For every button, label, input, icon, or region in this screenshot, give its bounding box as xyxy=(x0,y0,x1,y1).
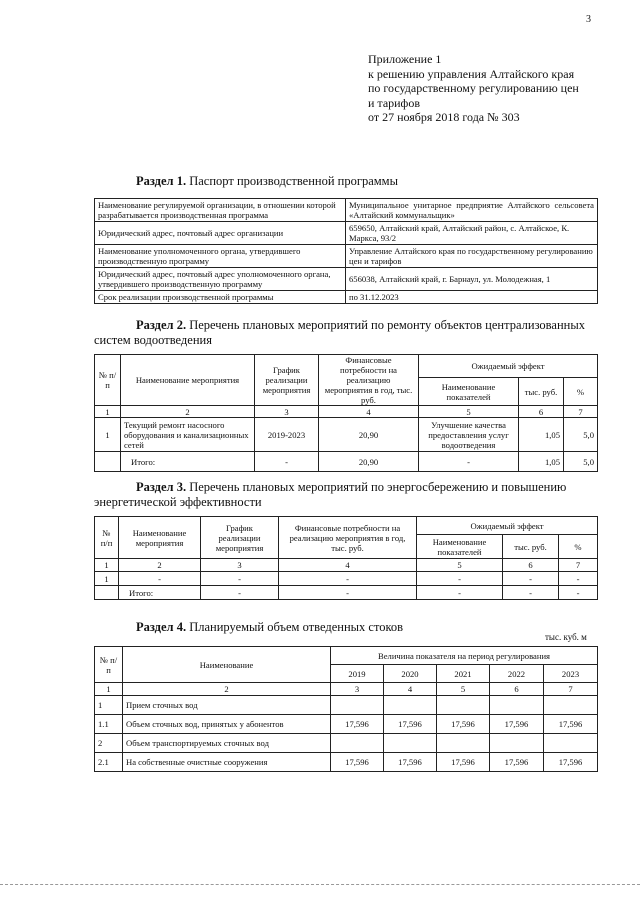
row-schedule: 2019-2023 xyxy=(255,418,319,452)
appendix-line: и тарифов xyxy=(368,95,421,110)
col-number: 3 xyxy=(255,406,319,418)
col-number: 2 xyxy=(119,559,201,572)
table-total-row xyxy=(95,452,598,472)
col-number: 5 xyxy=(417,559,503,572)
passport-name: Наименование регулируемой организации, в отношении которой разрабатывается производственная программа xyxy=(95,199,346,222)
table-row xyxy=(95,572,598,586)
row-num: 2 xyxy=(95,734,123,753)
row-thous: 1,05 xyxy=(519,418,564,452)
col-number: 7 xyxy=(564,406,598,418)
col-number: 3 xyxy=(331,683,384,696)
appendix-line: Приложение 1 xyxy=(368,52,442,66)
section3-label: Раздел 3. xyxy=(136,480,187,494)
row-name: - xyxy=(119,572,201,586)
section1-label: Раздел 1. xyxy=(136,174,187,188)
col-number: 7 xyxy=(544,683,598,696)
passport-value: 659650, Алтайский край, Алтайский район, с. Алтайское, К. Маркса, 93/2 xyxy=(346,222,598,245)
table-total-row xyxy=(95,586,598,600)
col-effect-header: Ожидаемый эффект xyxy=(417,517,598,535)
total-percent: 5,0 xyxy=(564,452,598,472)
passport-value: 656038, Алтайский край, г. Барнаул, ул. Молодежная, 1 xyxy=(346,268,598,291)
appendix-line: к решению управления Алтайского края xyxy=(368,66,575,81)
passport-value: по 31.12.2023 xyxy=(346,291,598,304)
row-value: 17,596 xyxy=(437,753,490,772)
total-indicator: - xyxy=(419,452,519,472)
section2-label: Раздел 2. xyxy=(136,318,187,332)
row-indicator: - xyxy=(417,572,503,586)
row-value: 17,596 xyxy=(490,753,544,772)
col-percent-header: % xyxy=(564,378,598,406)
col-finance-header: Финансовые потребности на реализацию мероприятия в год, тыс. руб. xyxy=(319,355,419,406)
row-value: 17,596 xyxy=(544,715,598,734)
row-value: 17,596 xyxy=(384,715,437,734)
table-header-row xyxy=(95,647,598,665)
col-year-header: 2021 xyxy=(437,665,490,683)
table-row xyxy=(95,291,598,304)
col-schedule-header: График реализации мероприятия xyxy=(201,517,279,559)
repair-measures-table xyxy=(94,354,598,472)
row-value xyxy=(490,696,544,715)
section1-title-text: Паспорт производственной программы xyxy=(189,174,398,188)
col-schedule-header: График реализации мероприятия xyxy=(255,355,319,406)
total-finance: - xyxy=(279,586,417,600)
total-percent: - xyxy=(559,586,598,600)
section4-label: Раздел 4. xyxy=(136,620,187,634)
row-finance: 20,90 xyxy=(319,418,419,452)
col-year-header: 2022 xyxy=(490,665,544,683)
passport-name: Наименование уполномоченного органа, утвердившего производственную программу xyxy=(95,245,346,268)
table-row xyxy=(95,753,598,772)
section4-title-text: Планируемый объем отведенных стоков xyxy=(189,620,404,634)
row-name: Объем сточных вод, принятых у абонентов xyxy=(123,715,331,734)
section2-title xyxy=(94,318,597,348)
row-value: 17,596 xyxy=(331,715,384,734)
row-num: 1 xyxy=(95,696,123,715)
col-number: 3 xyxy=(201,559,279,572)
col-number: 1 xyxy=(95,559,119,572)
col-thous-header: тыс. руб. xyxy=(519,378,564,406)
table-row xyxy=(95,245,598,268)
row-value: 17,596 xyxy=(331,753,384,772)
col-thous-header: тыс. руб. xyxy=(503,535,559,559)
row-value: 17,596 xyxy=(490,715,544,734)
row-value xyxy=(437,734,490,753)
col-period-header: Величина показателя на период регулирования xyxy=(331,647,598,665)
col-indicator-header: Наименование показателей xyxy=(419,378,519,406)
wastewater-volume-table xyxy=(94,646,598,772)
col-percent-header: % xyxy=(559,535,598,559)
table-row xyxy=(95,268,598,291)
section1-title xyxy=(136,174,398,189)
table-row xyxy=(95,715,598,734)
row-value xyxy=(437,696,490,715)
appendix-header xyxy=(368,52,579,125)
table-row xyxy=(95,734,598,753)
col-number: 4 xyxy=(319,406,419,418)
col-effect-header: Ожидаемый эффект xyxy=(419,355,598,378)
row-value xyxy=(384,696,437,715)
row-name: На собственные очистные сооружения xyxy=(123,753,331,772)
row-value xyxy=(544,696,598,715)
col-year-header: 2023 xyxy=(544,665,598,683)
row-value: 17,596 xyxy=(437,715,490,734)
col-number: 2 xyxy=(123,683,331,696)
col-year-header: 2019 xyxy=(331,665,384,683)
col-name-header: Наименование мероприятия xyxy=(121,355,255,406)
row-num: 1.1 xyxy=(95,715,123,734)
passport-name: Юридический адрес, почтовый адрес организации xyxy=(95,222,346,245)
row-thous: - xyxy=(503,572,559,586)
col-num-header: № п/п xyxy=(95,647,123,683)
row-indicator: Улучшение качества предоставления услуг водоотведения xyxy=(419,418,519,452)
column-numbers-row xyxy=(95,406,598,418)
row-name: Текущий ремонт насосного оборудования и канализационных сетей xyxy=(121,418,255,452)
section3-title xyxy=(94,480,597,510)
col-number: 4 xyxy=(384,683,437,696)
col-number: 1 xyxy=(95,683,123,696)
col-number: 5 xyxy=(419,406,519,418)
total-indicator: - xyxy=(417,586,503,600)
row-finance: - xyxy=(279,572,417,586)
row-num: 1 xyxy=(95,572,119,586)
energy-measures-table xyxy=(94,516,598,600)
row-value xyxy=(490,734,544,753)
total-schedule: - xyxy=(255,452,319,472)
table-row xyxy=(95,696,598,715)
row-value xyxy=(384,734,437,753)
col-name-header: Наименование xyxy=(123,647,331,683)
page-bottom-divider xyxy=(0,884,640,885)
total-schedule: - xyxy=(201,586,279,600)
column-numbers-row xyxy=(95,683,598,696)
unit-label: тыс. куб. м xyxy=(545,632,587,642)
passport-name: Юридический адрес, почтовый адрес уполномоченного органа, утвердившего производственную программу xyxy=(95,268,346,291)
row-value xyxy=(544,734,598,753)
page-number: 3 xyxy=(586,14,591,25)
row-num: 2.1 xyxy=(95,753,123,772)
total-label: Итого: xyxy=(121,452,255,472)
passport-value: Управление Алтайского края по государственному регулированию цен и тарифов xyxy=(346,245,598,268)
total-finance: 20,90 xyxy=(319,452,419,472)
col-year-header: 2020 xyxy=(384,665,437,683)
table-row xyxy=(95,418,598,452)
col-indicator-header: Наименование показателей xyxy=(417,535,503,559)
col-number: 7 xyxy=(559,559,598,572)
appendix-line: по государственному регулированию цен xyxy=(368,81,579,95)
section3-title-line1: Перечень плановых мероприятий по энергосбережению и повышению xyxy=(189,480,567,494)
col-number: 1 xyxy=(95,406,121,418)
total-label: Итого: xyxy=(119,586,201,600)
total-thous: - xyxy=(503,586,559,600)
table-header-row xyxy=(95,517,598,535)
col-number: 2 xyxy=(121,406,255,418)
col-num-header: № п/п xyxy=(95,355,121,406)
col-number: 6 xyxy=(503,559,559,572)
row-num: 1 xyxy=(95,418,121,452)
passport-table xyxy=(94,198,598,304)
section2-title-line1: Перечень плановых мероприятий по ремонту объектов централизованных xyxy=(189,318,585,332)
section2-title-line2: систем водоотведения xyxy=(94,333,212,347)
row-percent: 5,0 xyxy=(564,418,598,452)
col-number: 6 xyxy=(490,683,544,696)
appendix-line: от 27 ноября 2018 года № 303 xyxy=(368,110,520,124)
col-name-header: Наименование мероприятия xyxy=(119,517,201,559)
table-row xyxy=(95,222,598,245)
table-header-row xyxy=(95,355,598,378)
column-numbers-row xyxy=(95,559,598,572)
section4-title xyxy=(136,620,403,635)
section3-title-line2: энергетической эффективности xyxy=(94,495,262,509)
row-value xyxy=(331,696,384,715)
col-finance-header: Финансовые потребности на реализацию мероприятия в год, тыс. руб. xyxy=(279,517,417,559)
col-number: 6 xyxy=(519,406,564,418)
row-value xyxy=(331,734,384,753)
col-number: 4 xyxy=(279,559,417,572)
row-name: Прием сточных вод xyxy=(123,696,331,715)
passport-name: Срок реализации производственной программы xyxy=(95,291,346,304)
table-row xyxy=(95,199,598,222)
row-name: Объем транспортируемых сточных вод xyxy=(123,734,331,753)
col-number: 5 xyxy=(437,683,490,696)
col-num-header: № п/п xyxy=(95,517,119,559)
total-thous: 1,05 xyxy=(519,452,564,472)
row-percent: - xyxy=(559,572,598,586)
passport-value: Муниципальное унитарное предприятие Алтайского сельсовета «Алтайский коммунальщик» xyxy=(346,199,598,222)
row-schedule: - xyxy=(201,572,279,586)
row-value: 17,596 xyxy=(544,753,598,772)
row-value: 17,596 xyxy=(384,753,437,772)
